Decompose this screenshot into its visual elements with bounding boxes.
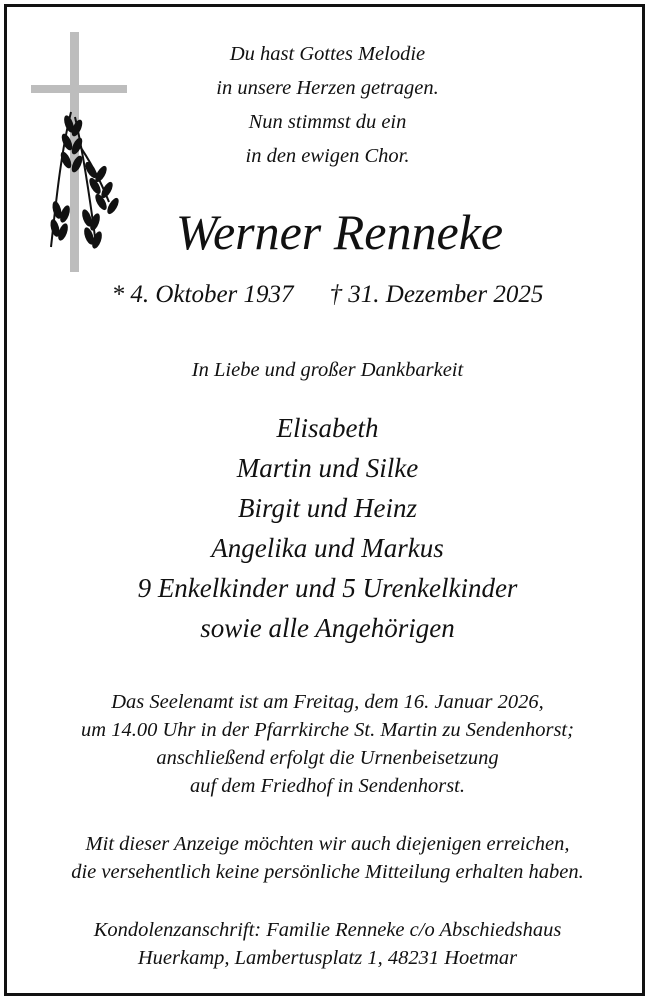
verse-line-1: Du hast Gottes Melodie [229, 43, 426, 65]
address-line-1: Kondolenzanschrift: Familie Renneke c/o Abschiedshaus [93, 919, 562, 941]
note-line-1: Mit dieser Anzeige möchten wir auch diejenigen erreichen, [85, 833, 570, 855]
verse-line-4: in den ewigen Chor. [245, 145, 410, 167]
family-line-4: Angelika und Markus [211, 533, 444, 563]
verse-line-3: Nun stimmst du ein [248, 111, 407, 133]
birth-date: * 4. Oktober 1937 [111, 281, 294, 308]
life-dates [7, 281, 648, 309]
service-line-4: auf dem Friedhof in Sendenhorst. [189, 775, 465, 797]
family-line-2: Martin und Silke [236, 453, 419, 483]
service-line-2: um 14.00 Uhr in der Pfarrkirche St. Martin zu Sendenhorst; [81, 719, 574, 741]
family-line-3: Birgit und Heinz [238, 493, 417, 523]
obituary-notice [4, 4, 645, 996]
service-line-1: Das Seelenamt ist am Freitag, dem 16. Januar 2026, [111, 691, 544, 713]
family-line-6: sowie alle Angehörigen [200, 613, 455, 643]
verse-line-2: in unsere Herzen getragen. [216, 77, 439, 99]
service-line-3: anschließend erfolgt die Urnenbeisetzung [156, 747, 499, 769]
family-line-5: 9 Enkelkinder und 5 Urenkelkinder [137, 573, 518, 603]
death-date: † 31. Dezember 2025 [329, 281, 544, 308]
address-line-2: Huerkamp, Lambertusplatz 1, 48231 Hoetmar [137, 947, 518, 969]
family-line-1: Elisabeth [276, 413, 379, 443]
deceased-name: Werner Renneke [175, 204, 504, 260]
gratitude-line: In Liebe und großer Dankbarkeit [191, 359, 464, 381]
note-line-2: die versehentlich keine persönliche Mitteilung erhalten haben. [71, 861, 584, 883]
